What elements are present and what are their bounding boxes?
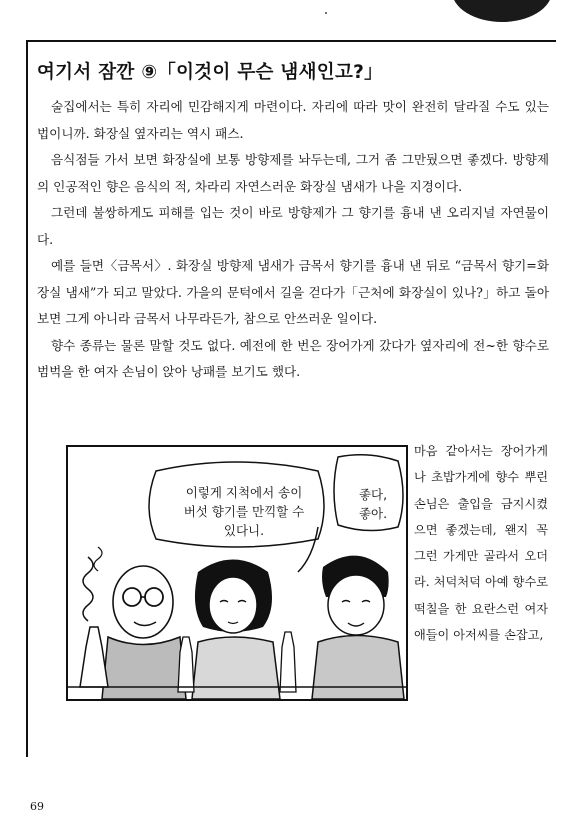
speck: [325, 12, 327, 14]
cartoon-illustration: [66, 445, 408, 701]
section-title: 여기서 잠깐 ⑨「이것이 무슨 냄새인고?」: [37, 62, 383, 83]
paragraph: 예를 들면〈금목서〉. 화장실 방향제 냄새가 금목서 향기를 흉내 낸 뒤로 “금목서 향기=화장실 냄새”가 되고 말았다. 가을의 문턱에서 길을 걷다가「근처에 화장실이 있나?」하고 돌아보면 그게 아니라 금목서 나무라든가, 참으로 안쓰러운 일이다.: [37, 258, 549, 326]
paragraph: 향수 종류는 물론 말할 것도 없다. 예전에 한 번은 장어가게 갔다가 옆자리에 전~한 향수로 범벅을 한 여자 손님이 앉아 낭패를 보기도 했다.: [37, 337, 549, 379]
page-number: 69: [30, 800, 44, 813]
paragraph: 술집에서는 특히 자리에 민감해지게 마련이다. 자리에 따라 맛이 완전히 달라질 수도 있는 법이니까. 화장실 옆자리는 역시 패스.: [37, 99, 549, 141]
paragraph: 마음 같아서는 장어가게나 초밥가게에 향수 뿌린 손님은 출입을 금지시켰으면 좋겠는데, 왠지 꼭 그런 가게만 골라서 오더라. 처덕처덕 아예 향수로 떡칠을 한 요란스런 여자애들이 아저씨를 손잡고,: [414, 444, 548, 643]
corner-tab-decoration: [452, 0, 552, 22]
body-text: [37, 94, 549, 386]
paragraph: 음식점들 가서 보면 화장실에 보통 방향제를 놔두는데, 그거 좀 그만뒀으면 좋겠다. 방향제의 인공적인 향은 음식의 적, 차라리 자연스러운 화장실 냄새가 나을 지경이다.: [37, 152, 549, 194]
speech-bubble-text-2: 좋다, 좋아.: [358, 487, 388, 521]
speech-bubble-text: 이렇게 지척에서 송이버섯 향기를 만끽할 수 있다니.: [183, 485, 305, 538]
paragraph: 그런데 불쌍하게도 피해를 입는 것이 바로 방향제가 그 향기를 흉내 낸 오리지널 자연물이다.: [37, 205, 549, 247]
side-column-text: [414, 438, 548, 648]
